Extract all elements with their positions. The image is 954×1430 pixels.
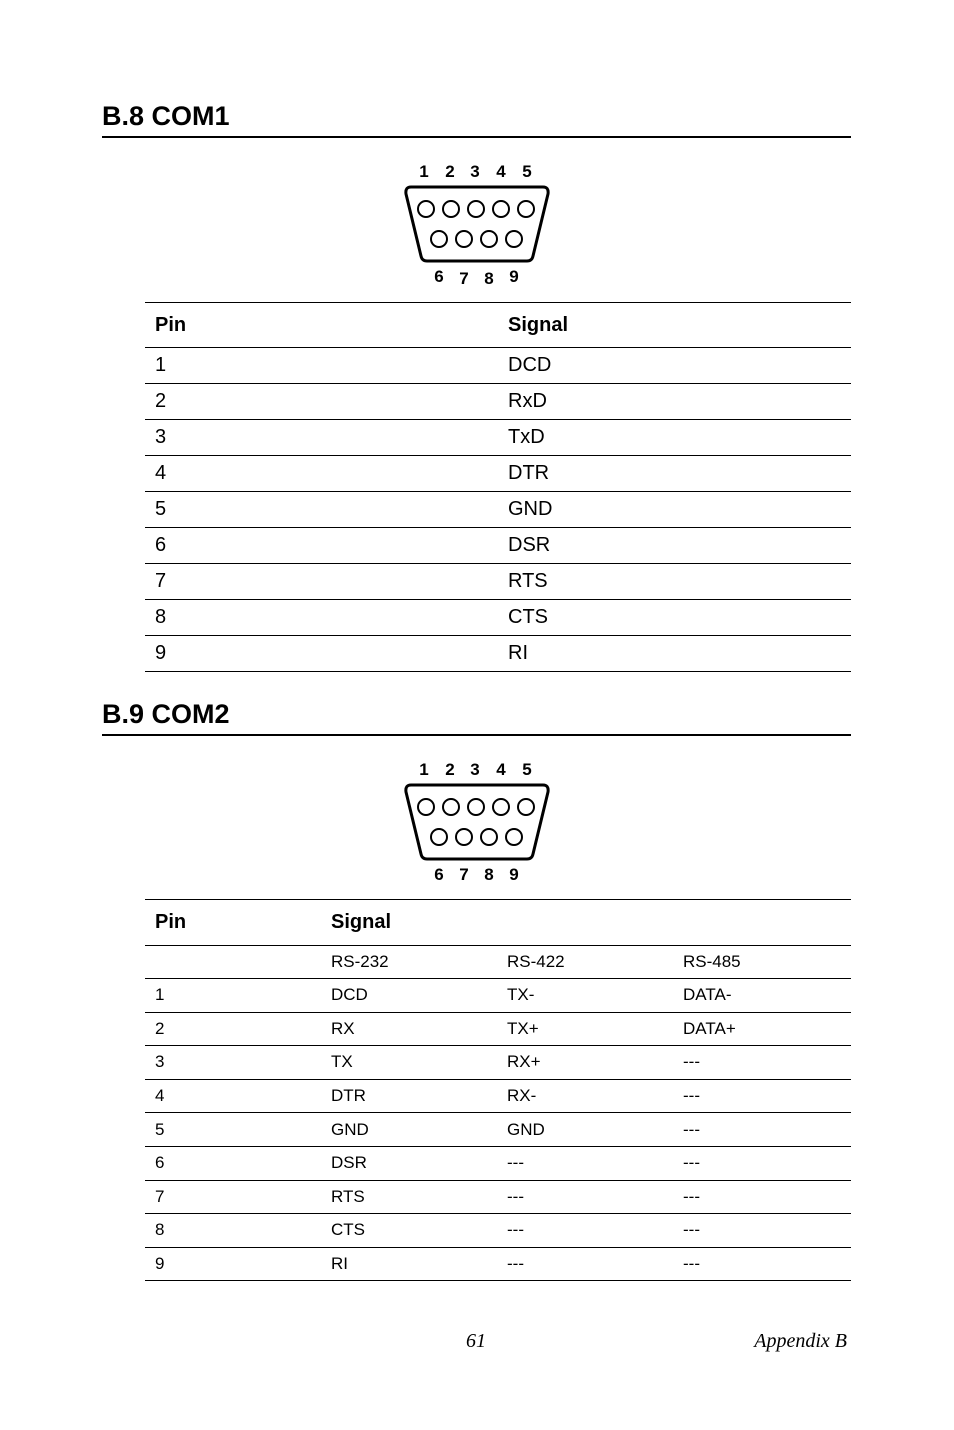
signal-cell: RI bbox=[498, 636, 851, 672]
signal-cell: RxD bbox=[498, 384, 851, 420]
pin-cell: 3 bbox=[145, 420, 498, 456]
pin-cell: 9 bbox=[145, 1247, 321, 1281]
pin-label-2: 2 bbox=[445, 162, 455, 181]
pin-cell: 5 bbox=[145, 492, 498, 528]
signal-cell: DTR bbox=[498, 456, 851, 492]
rs485-cell: --- bbox=[673, 1079, 851, 1113]
pin-cell: 1 bbox=[145, 979, 321, 1013]
rs232-cell: GND bbox=[321, 1113, 497, 1147]
header-pin: Pin bbox=[145, 900, 321, 946]
pin-hole bbox=[443, 201, 459, 217]
table-row bbox=[145, 1012, 851, 1046]
table-row bbox=[145, 1079, 851, 1113]
pin-label-3: 3 bbox=[470, 162, 480, 181]
rs422-cell: --- bbox=[497, 1180, 673, 1214]
table-row bbox=[145, 979, 851, 1013]
pin-hole bbox=[418, 201, 434, 217]
connector-shell bbox=[406, 785, 548, 859]
pin-hole bbox=[456, 829, 472, 845]
pin-cell: 1 bbox=[145, 348, 498, 384]
section-title-com1: B.8 COM1 bbox=[102, 100, 851, 138]
pin-hole bbox=[443, 799, 459, 815]
pin-cell: 3 bbox=[145, 1046, 321, 1080]
table-row bbox=[145, 384, 851, 420]
pin-label-7: 7 bbox=[459, 865, 469, 884]
signal-cell: RTS bbox=[498, 564, 851, 600]
subheader-rs485: RS-485 bbox=[673, 946, 851, 979]
table-row bbox=[145, 348, 851, 384]
subheader-rs422: RS-422 bbox=[497, 946, 673, 979]
pin-cell: 9 bbox=[145, 636, 498, 672]
footer-section-label: Appendix B bbox=[754, 1330, 847, 1352]
pin-label-9: 9 bbox=[509, 267, 519, 286]
db9-connector-icon bbox=[397, 158, 557, 288]
db9-connector-com1-diagram bbox=[397, 158, 557, 288]
rs422-cell: GND bbox=[497, 1113, 673, 1147]
page-number: 61 bbox=[466, 1330, 486, 1352]
pin-label-4: 4 bbox=[496, 162, 506, 181]
rs232-cell: RI bbox=[321, 1247, 497, 1281]
pin-cell: 7 bbox=[145, 564, 498, 600]
rs232-cell: TX bbox=[321, 1046, 497, 1080]
signal-cell: GND bbox=[498, 492, 851, 528]
rs232-cell: DTR bbox=[321, 1079, 497, 1113]
signal-cell: DCD bbox=[498, 348, 851, 384]
rs422-cell: TX+ bbox=[497, 1012, 673, 1046]
table-row bbox=[145, 1247, 851, 1281]
header-pin: Pin bbox=[145, 303, 498, 348]
pin-hole bbox=[493, 799, 509, 815]
pin-label-6: 6 bbox=[434, 267, 444, 286]
rs485-cell: --- bbox=[673, 1180, 851, 1214]
rs485-cell: --- bbox=[673, 1113, 851, 1147]
table-row bbox=[145, 636, 851, 672]
rs485-cell: --- bbox=[673, 1214, 851, 1248]
table-row bbox=[145, 492, 851, 528]
pin-cell: 2 bbox=[145, 1012, 321, 1046]
table-subheader-row bbox=[145, 946, 851, 979]
rs485-cell: DATA- bbox=[673, 979, 851, 1013]
rs422-cell: TX- bbox=[497, 979, 673, 1013]
pin-hole bbox=[506, 829, 522, 845]
pin-cell: 5 bbox=[145, 1113, 321, 1147]
subheader-rs232: RS-232 bbox=[321, 946, 497, 979]
com2-pin-table bbox=[145, 899, 851, 1281]
pin-hole bbox=[481, 829, 497, 845]
rs232-cell: DCD bbox=[321, 979, 497, 1013]
pin-label-1: 1 bbox=[419, 162, 429, 181]
pin-hole bbox=[493, 201, 509, 217]
pin-label-5: 5 bbox=[522, 760, 532, 779]
pin-hole bbox=[481, 231, 497, 247]
pin-hole bbox=[418, 799, 434, 815]
pin-hole bbox=[468, 201, 484, 217]
pin-label-6: 6 bbox=[434, 865, 444, 884]
rs485-cell: --- bbox=[673, 1247, 851, 1281]
section-title-com2: B.9 COM2 bbox=[102, 698, 851, 736]
rs485-cell: DATA+ bbox=[673, 1012, 851, 1046]
pin-cell: 4 bbox=[145, 456, 498, 492]
pin-cell: 6 bbox=[145, 528, 498, 564]
table-header-row bbox=[145, 303, 851, 348]
pin-cell: 4 bbox=[145, 1079, 321, 1113]
pin-label-3: 3 bbox=[470, 760, 480, 779]
com1-pin-table bbox=[145, 302, 851, 672]
rs232-cell: DSR bbox=[321, 1146, 497, 1180]
table-row bbox=[145, 600, 851, 636]
pin-label-8: 8 bbox=[484, 269, 494, 288]
signal-cell: CTS bbox=[498, 600, 851, 636]
signal-cell: DSR bbox=[498, 528, 851, 564]
header-signal: Signal bbox=[498, 303, 851, 348]
table-row bbox=[145, 420, 851, 456]
table-row bbox=[145, 1046, 851, 1080]
pin-label-2: 2 bbox=[445, 760, 455, 779]
pin-hole bbox=[431, 829, 447, 845]
pin-label-8: 8 bbox=[484, 865, 494, 884]
pin-cell: 6 bbox=[145, 1146, 321, 1180]
rs232-cell: RTS bbox=[321, 1180, 497, 1214]
table-row bbox=[145, 1214, 851, 1248]
pin-label-1: 1 bbox=[419, 760, 429, 779]
pin-cell: 8 bbox=[145, 1214, 321, 1248]
pin-hole bbox=[468, 799, 484, 815]
connector-shell bbox=[406, 187, 548, 261]
header-signal: Signal bbox=[321, 900, 851, 946]
pin-label-5: 5 bbox=[522, 162, 532, 181]
pin-hole bbox=[518, 201, 534, 217]
pin-label-9: 9 bbox=[509, 865, 519, 884]
rs422-cell: RX- bbox=[497, 1079, 673, 1113]
pin-hole bbox=[506, 231, 522, 247]
pin-hole bbox=[431, 231, 447, 247]
table-row bbox=[145, 456, 851, 492]
table-row bbox=[145, 528, 851, 564]
rs422-cell: RX+ bbox=[497, 1046, 673, 1080]
pin-cell: 2 bbox=[145, 384, 498, 420]
rs232-cell: RX bbox=[321, 1012, 497, 1046]
rs232-cell: CTS bbox=[321, 1214, 497, 1248]
pin-hole bbox=[456, 231, 472, 247]
pin-hole bbox=[518, 799, 534, 815]
table-row bbox=[145, 1146, 851, 1180]
pin-cell: 7 bbox=[145, 1180, 321, 1214]
rs485-cell: --- bbox=[673, 1046, 851, 1080]
table-header-row bbox=[145, 900, 851, 946]
rs422-cell: --- bbox=[497, 1146, 673, 1180]
table-row bbox=[145, 1113, 851, 1147]
rs422-cell: --- bbox=[497, 1214, 673, 1248]
db9-connector-com2-diagram bbox=[397, 756, 557, 886]
pin-label-7: 7 bbox=[459, 269, 469, 288]
pin-cell: 8 bbox=[145, 600, 498, 636]
rs485-cell: --- bbox=[673, 1146, 851, 1180]
db9-connector-icon bbox=[397, 756, 557, 886]
subheader-blank bbox=[145, 946, 321, 979]
table-row bbox=[145, 564, 851, 600]
rs422-cell: --- bbox=[497, 1247, 673, 1281]
table-row bbox=[145, 1180, 851, 1214]
signal-cell: TxD bbox=[498, 420, 851, 456]
pin-label-4: 4 bbox=[496, 760, 506, 779]
